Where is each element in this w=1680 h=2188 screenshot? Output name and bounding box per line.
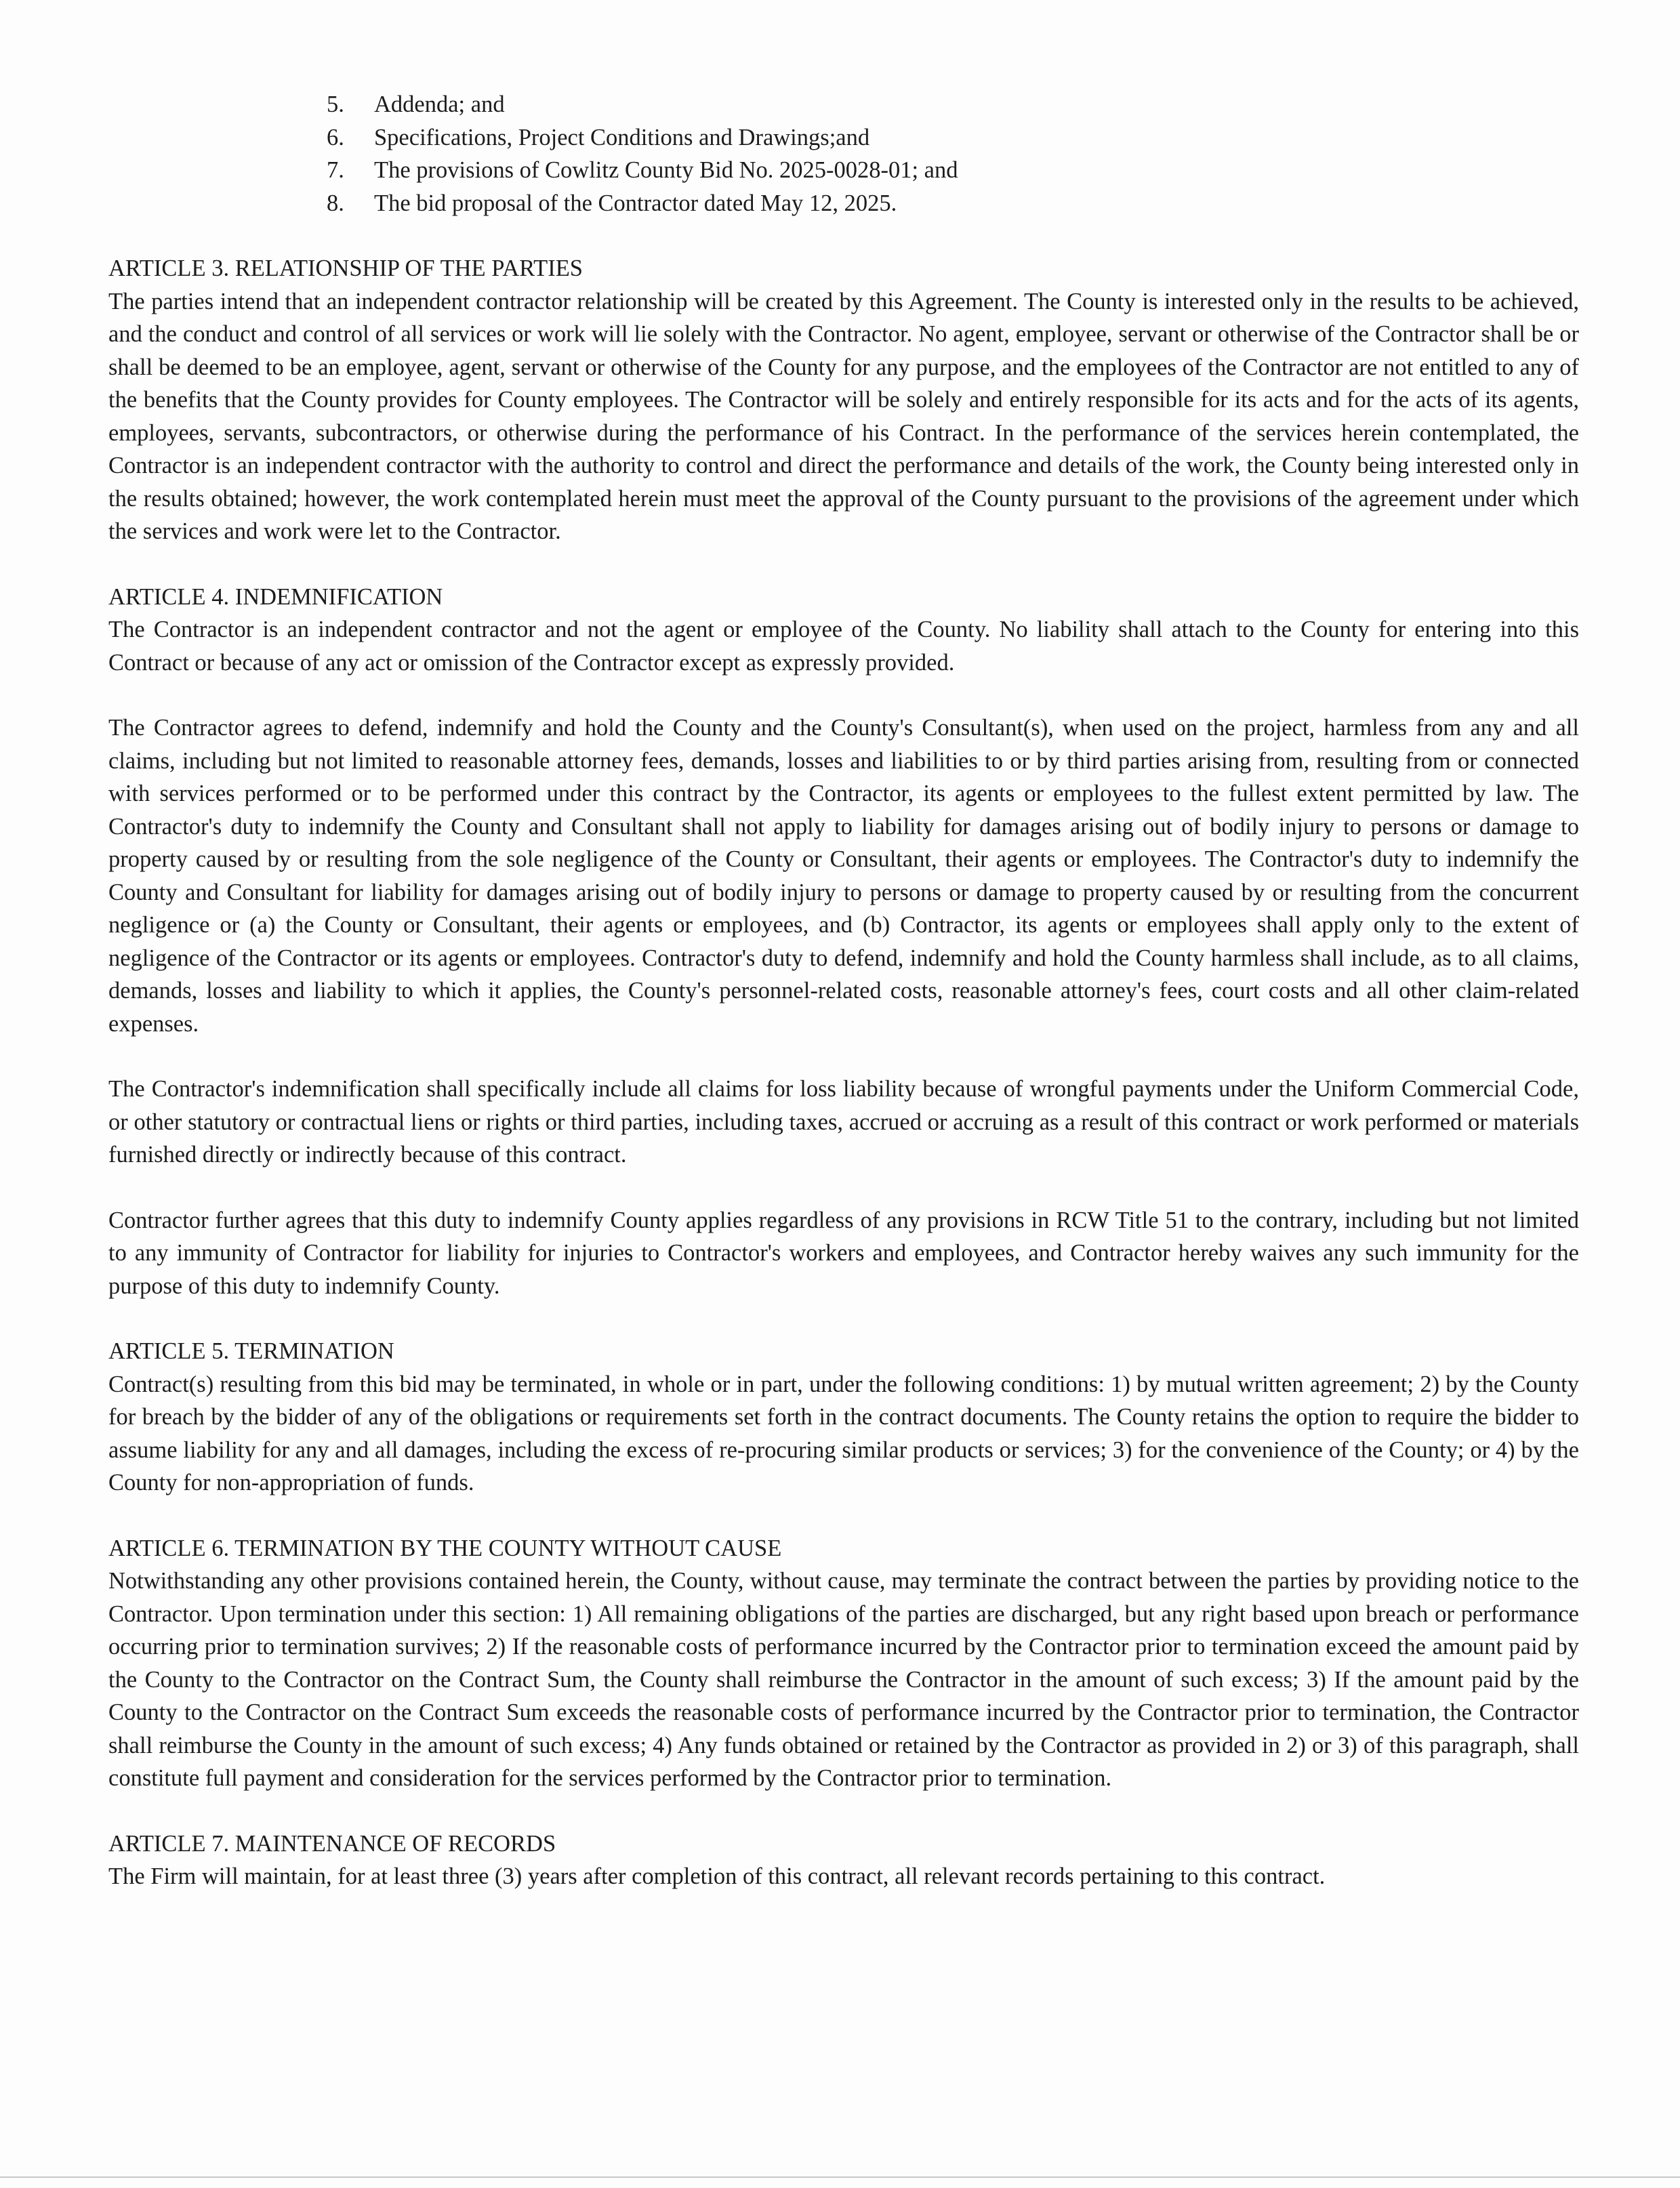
article-5-heading: ARTICLE 5. TERMINATION: [108, 1338, 394, 1364]
article-4-paragraph-2: The Contractor agrees to defend, indemnify and hold the County and the County's Consultant(s), when used on the project, harmless from any and all claims, including but not limited to reasonable attorney fees, demands, losses and liabilities to or by third parties arising from, resulting from or connected with services performed or to be performed under this contract by the Contractor, its agents or employees to the fullest extent permitted by law. The Contractor's duty to indemnify the County and Consultant shall not apply to liability for damages arising out of bodily injury to persons or damage to property caused by or resulting from the sole negligence of the County or Consultant, their agents or employees. The Contractor's duty to indemnify the County and Consultant for liability for damages arising out of bodily injury to persons or damage to property caused by or resulting from the concurrent negligence or (a) the County or Consultant, their agents or employees, and (b) Contractor, its agents or employees shall apply only to the extent of negligence of the Contractor or its agents or employees. Contractor's duty to defend, indemnify and hold the County harmless shall include, as to all claims, demands, losses and liability to which it applies, the County's personnel-related costs, reasonable attorney's fees, court costs and all other claim-related expenses.: [108, 715, 1579, 1037]
article-4-paragraph-4: Contractor further agrees that this duty to indemnify County applies regardless of any provisions in RCW Title 51 to the contrary, including but not limited to any immunity of Contractor for liability for injuries to Contractor's workers and employees, and Contractor hereby waives any such immunity for the purpose of this duty to indemnify County.: [108, 1207, 1579, 1299]
article-7-heading: ARTICLE 7. MAINTENANCE OF RECORDS: [108, 1830, 556, 1857]
list-item-text: Specifications, Project Conditions and Drawings;and: [374, 124, 870, 150]
list-item: [327, 121, 1579, 154]
article-6-section: [108, 1532, 1579, 1795]
article-6-heading: ARTICLE 6. TERMINATION BY THE COUNTY WITHOUT CAUSE: [108, 1535, 782, 1561]
article-5-section: [108, 1335, 1579, 1500]
article-3-heading: ARTICLE 3. RELATIONSHIP OF THE PARTIES: [108, 255, 583, 281]
article-3-section: [108, 252, 1579, 548]
scan-bottom-edge: [0, 2176, 1680, 2178]
list-item-text: The bid proposal of the Contractor dated May 12, 2025.: [374, 190, 897, 216]
article-7-section: [108, 1828, 1579, 1893]
article-4-paragraph-3: The Contractor's indemnification shall specifically include all claims for loss liability because of wrongful payments under the Uniform Commercial Code, or other statutory or contractual liens or rights or third parties, including taxes, accrued or accruing as a result of this contract or work performed or materials furnished directly or indirectly because of this contract.: [108, 1076, 1579, 1168]
list-item-text: Addenda; and: [374, 91, 505, 117]
article-4-paragraph-1: The Contractor is an independent contractor and not the agent or employee of the County. No liability shall attach to the County for entering into this Contract or because of any act or omission of the Contractor except as expressly provided.: [108, 617, 1579, 676]
list-item: [327, 187, 1579, 220]
list-item-number: 5.: [327, 91, 344, 117]
list-item-number: 6.: [327, 124, 344, 150]
article-6-paragraph: Notwithstanding any other provisions contained herein, the County, without cause, may terminate the contract between the parties by providing notice to the Contractor. Upon termination under this section: 1) All remaining obligations of the parties are discharged, but any right based upon breach or performance occurring prior to termination survives; 2) If the reasonable costs of performance incurred by the Contractor prior to termination exceed the amount paid by the County to the Contractor on the Contract Sum, the County shall reimburse the Contractor in the amount of such excess; 3) If the amount paid by the County to the Contractor on the Contract Sum exceeds the reasonable costs of performance incurred by the Contractor prior to termination, the Contractor shall reimburse the County in the amount of such excess; 4) Any funds obtained or retained by the Contractor as provided in 2) or 3) of this paragraph, shall constitute full payment and consideration for the services performed by the Contractor prior to termination.: [108, 1568, 1579, 1791]
list-item: [327, 154, 1579, 187]
article-4-section: [108, 581, 1579, 1303]
article-4-heading: ARTICLE 4. INDEMNIFICATION: [108, 583, 443, 610]
list-item-text: The provisions of Cowlitz County Bid No. 2025-0028-01; and: [374, 157, 958, 183]
article-5-paragraph: Contract(s) resulting from this bid may be terminated, in whole or in part, under the following conditions: 1) by mutual written agreement; 2) by the County for breach by the bidder of any of the obligations or requirements set forth in the contract documents. The County retains the option to require the bidder to assume liability for any and all damages, including the excess of re-procuring similar products or services; 3) for the convenience of the County; or 4) by the County for non-appropriation of funds.: [108, 1371, 1579, 1495]
document-body: [108, 88, 1579, 1893]
article-3-paragraph: The parties intend that an independent contractor relationship will be created by this Agreement. The County is interested only in the results to be achieved, and the conduct and control of all services or work will lie solely with the Contractor. No agent, employee, servant or otherwise of the Contractor shall be or shall be deemed to be an employee, agent, servant or otherwise of the County for any purpose, and the employees of the Contractor are not entitled to any of the benefits that the County provides for County employees. The Contractor will be solely and entirely responsible for its acts and for the acts of its agents, employees, servants, subcontractors, or otherwise during the performance of his Contract. In the performance of the services herein contemplated, the Contractor is an independent contractor with the authority to control and direct the performance and details of the work, the County being interested only in the results obtained; however, the work contemplated herein must meet the approval of the County pursuant to the provisions of the agreement under which the services and work were let to the Contractor.: [108, 288, 1579, 544]
list-item-number: 8.: [327, 190, 344, 216]
article-7-paragraph: The Firm will maintain, for at least three (3) years after completion of this contract, all relevant records pertaining to this contract.: [108, 1863, 1326, 1889]
list-item: [327, 88, 1579, 121]
list-item-number: 7.: [327, 157, 344, 183]
contract-documents-list: [327, 88, 1579, 220]
